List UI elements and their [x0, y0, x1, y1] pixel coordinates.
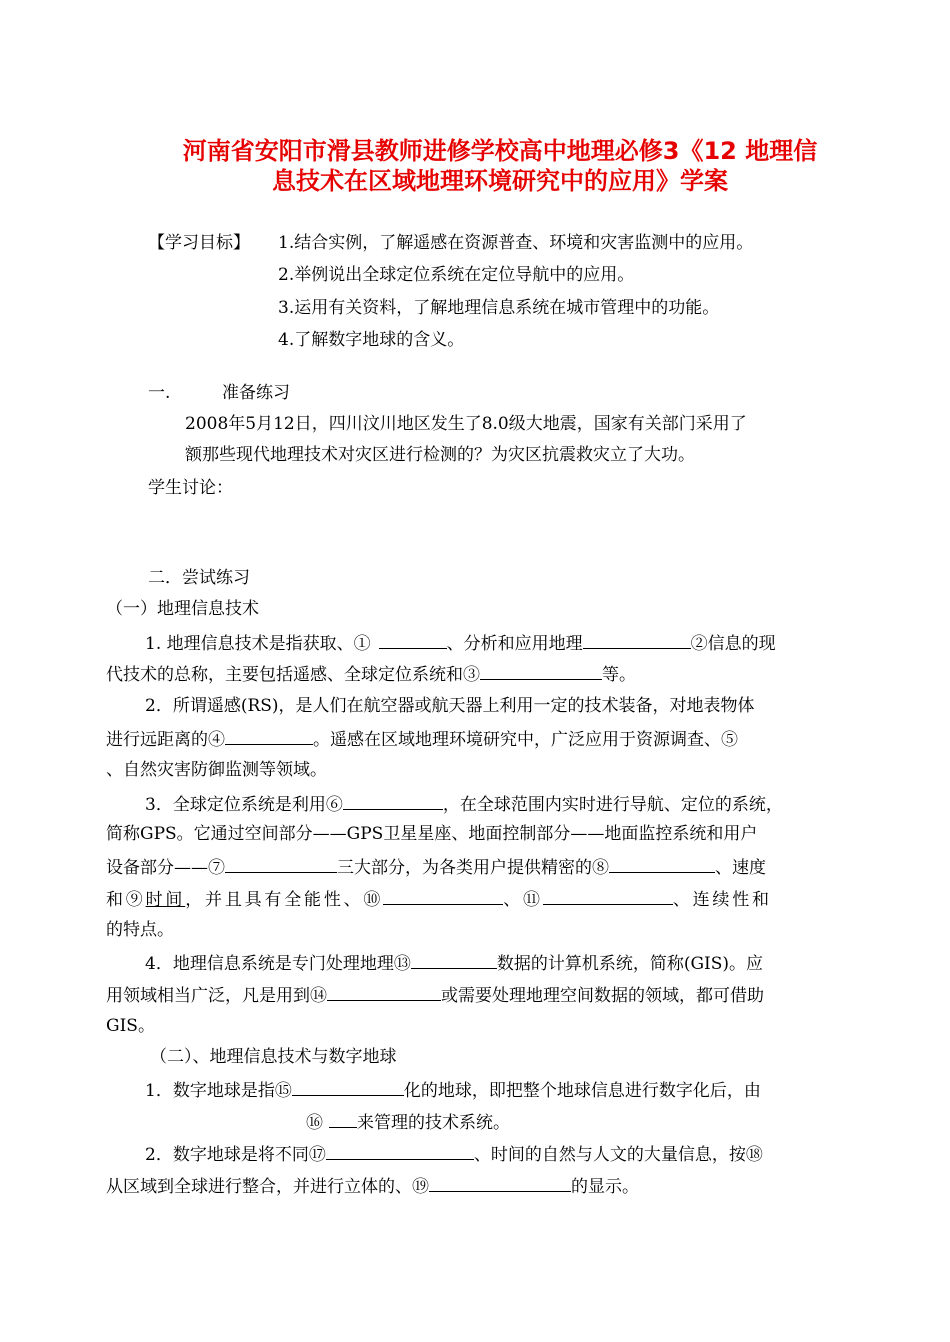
d2-text-b: 、时间的自然与人文的大量信息，按⑱: [473, 1145, 763, 1165]
d2-text-d: 的显示。: [571, 1177, 639, 1197]
q3-text-a: 3．全球定位系统是利用⑥: [145, 795, 343, 815]
blank-7[interactable]: [225, 855, 337, 873]
objective-4: 4.了解数字地球的含义。: [278, 330, 465, 350]
q4-text-b: 数据的计算机系统，简称(GIS)。应: [496, 954, 764, 974]
subsection-1-title: （一）地理信息技术: [106, 599, 259, 619]
subsection-2-title: （二）、地理信息技术与数字地球: [150, 1047, 397, 1067]
q3-text-c: 设备部分——⑦: [106, 858, 225, 878]
title-line-2: 息技术在区域地理环境研究中的应用》学案: [272, 167, 728, 195]
objective-1: 1.结合实例，了解遥感在资源普查、环境和灾害监测中的应用。: [278, 233, 754, 253]
blank-6[interactable]: [343, 792, 443, 810]
q4-text-c: 用领域相当广泛，凡是用到⑭: [106, 986, 327, 1006]
q1-line-2: [106, 662, 636, 686]
title-line-1: 河南省安阳市滑县教师进修学校高中地理必修3《12 地理信: [182, 137, 818, 165]
q4-line-3: GIS。: [106, 1016, 155, 1036]
q3-text-f: 和⑨: [106, 890, 146, 910]
section1-number: 一.: [148, 383, 171, 403]
q3-line-5: 的特点。: [106, 920, 174, 940]
blank-8[interactable]: [609, 855, 715, 873]
student-discussion: 学生讨论：: [148, 478, 233, 498]
q3-text-i: 、连续性和: [672, 890, 772, 910]
q1-text-c: ②信息的现: [690, 634, 776, 654]
q1-text-a: . 地理信息技术是指获取、①: [155, 634, 371, 654]
q1-text-e: 等。: [602, 665, 636, 685]
blank-2[interactable]: [583, 631, 691, 649]
q4-text-a: 4．地理信息系统是专门处理地理⑬: [145, 954, 411, 974]
q3-text-e: 、速度: [715, 858, 766, 878]
section1-title: 准备练习: [222, 383, 290, 403]
q3-answer-time: 时间: [145, 890, 186, 910]
q3-line-4: [106, 887, 772, 911]
q1-text-b: 、分析和应用地理: [446, 634, 583, 654]
blank-14[interactable]: [327, 983, 441, 1001]
d2-text-c: 从区域到全球进行整合，并进行立体的、⑲: [106, 1177, 429, 1197]
q3-text-d: 三大部分，为各类用户提供精密的⑧: [337, 858, 609, 878]
blank-10[interactable]: [383, 887, 503, 905]
section1-paragraph-line-1: 2008年5月12日，四川汶川地区发生了8.0级大地震，国家有关部门采用了: [185, 414, 747, 434]
blank-19[interactable]: [429, 1174, 571, 1192]
objective-3: 3.运用有关资料，了解地理信息系统在城市管理中的功能。: [278, 298, 720, 318]
d1-text-c: ⑯: [306, 1113, 323, 1133]
q1-text-d: 代技术的总称，主要包括遥感、全球定位系统和③: [106, 665, 480, 685]
section2-title: 二．尝试练习: [148, 568, 250, 588]
blank-13[interactable]: [411, 951, 497, 969]
q4-text-d: 或需要处理地理空间数据的领域，都可借助: [441, 986, 764, 1006]
objective-2: 2.举例说出全球定位系统在定位导航中的应用。: [278, 265, 635, 285]
d2-text-a: 2．数字地球是将不同⑰: [145, 1145, 326, 1165]
q2-line-2: [106, 727, 738, 751]
q3-line-1: [145, 792, 783, 816]
d1-text-a: 1．数字地球是指⑮: [145, 1081, 292, 1101]
q3-line-3: [106, 855, 766, 879]
q4-line-2: [106, 983, 764, 1007]
objectives-label: 【学习目标】: [148, 233, 250, 253]
q2-text-b: 。遥感在区域地理环境研究中，广泛应用于资源调查、⑤: [313, 730, 738, 750]
q1-line-1: [145, 631, 776, 655]
q2-line-3: 、自然灾害防御监测等领域。: [106, 760, 327, 780]
d1-text-b: 化的地球，即把整个地球信息进行数字化后，由: [403, 1081, 761, 1101]
d1-text-d: 来管理的技术系统。: [357, 1113, 510, 1133]
blank-17[interactable]: [326, 1142, 474, 1160]
blank-4[interactable]: [225, 727, 313, 745]
q4-line-1: [145, 951, 763, 975]
blank-16[interactable]: [329, 1110, 357, 1128]
blank-3[interactable]: [480, 662, 602, 680]
q3-text-b: ，在全球范围内实时进行导航、定位的系统，: [442, 795, 783, 815]
d2-line-1: [145, 1142, 763, 1166]
q3-text-h: 、⑪: [503, 890, 543, 910]
d1-line-1: [145, 1078, 761, 1102]
blank-11[interactable]: [543, 887, 673, 905]
document-title: [100, 136, 900, 196]
q1-number: 1: [145, 634, 156, 654]
blank-15[interactable]: [292, 1078, 404, 1096]
d1-line-2: [306, 1110, 510, 1134]
d2-line-2: [106, 1174, 639, 1198]
q3-line-2: 简称GPS。它通过空间部分——GPS卫星星座、地面控制部分——地面监控系统和用户: [106, 824, 758, 844]
q2-line-1: 2．所谓遥感(RS)，是人们在航空器或航天器上利用一定的技术装备，对地表物体: [145, 696, 755, 716]
section1-paragraph-line-2: 额那些现代地理技术对灾区进行检测的？为灾区抗震救灾立了大功。: [185, 445, 695, 465]
q2-text-a: 进行远距离的④: [106, 730, 225, 750]
q3-text-g: ，并且具有全能性、⑩: [185, 890, 384, 910]
blank-1[interactable]: [379, 631, 447, 649]
